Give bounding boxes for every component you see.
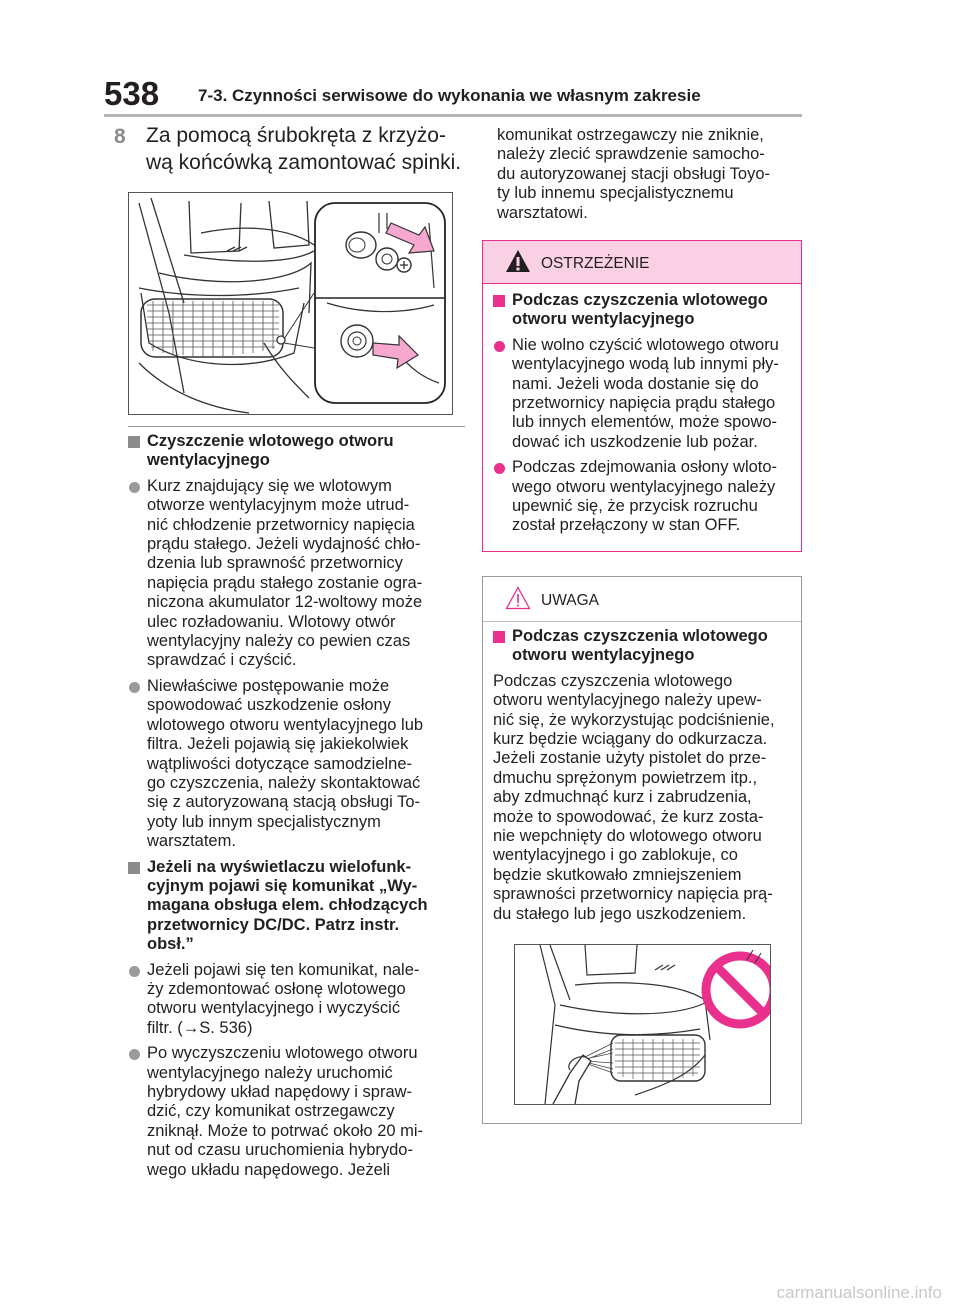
bullet-improper-handling — [128, 677, 468, 852]
page-reference[interactable]: filtr. (→S. 536) — [147, 1018, 253, 1037]
heading-line: Czyszczenie wlotowego otworu — [147, 432, 394, 450]
text-line: sprawności przetwornicy napięcia prą- — [493, 885, 773, 904]
caution-header — [483, 577, 801, 622]
warning-heading — [493, 291, 793, 330]
caution-heading — [493, 627, 793, 666]
text-line: otworu wentylacyjnego należy upew- — [493, 691, 762, 710]
heading-line: Podczas czyszczenia wlotowego — [512, 291, 768, 309]
text-line: wentylacyjnego i go zablokuje, co — [493, 846, 738, 865]
step-text — [146, 122, 469, 176]
heading-line: magana obsługa elem. chłodzących — [147, 896, 428, 915]
caution-paragraph — [493, 672, 793, 924]
text-line: się z autoryzowaną stacją obsługi To- — [147, 793, 421, 812]
text-line: Jeżeli zostanie użyty pistolet do prze- — [493, 749, 767, 768]
circle-bullet-icon — [129, 1049, 140, 1060]
text-line: wątpliwości dotyczące samodzielne- — [147, 754, 413, 773]
text-line: Po wyczyszczeniu wlotowego otworu — [147, 1044, 418, 1063]
section-rule — [128, 426, 465, 427]
warning-bullet-power-off — [493, 458, 793, 536]
vent-blowing-drawing — [515, 945, 770, 1104]
text-line: nić się, że wykorzystując podciśnienie, — [493, 710, 775, 729]
text-line: sprawdzać i czyścić. — [147, 651, 297, 670]
text-line: ulec rozładowaniu. Wlotowy otwór — [147, 612, 396, 631]
text-line: otworze wentylacyjnym może utrud- — [147, 496, 410, 515]
heading-line: wentylacyjnego — [147, 451, 270, 470]
bullet-after-cleaning — [128, 1044, 468, 1180]
circle-bullet-icon — [129, 682, 140, 693]
no-compressed-air-illustration — [514, 944, 771, 1105]
text-line: Podczas czyszczenia wlotowego — [493, 671, 733, 690]
text-line: Podczas zdejmowania osłony wloto- — [512, 458, 778, 477]
text-line: ty lub innemu specjalistycznemu — [497, 184, 734, 203]
text-line: warsztatowi. — [497, 203, 588, 222]
section-title: 7-3. Czynności serwisowe do wykonania we własnym zakresie — [198, 86, 701, 105]
text-line: dować ich uszkodzenie lub pożar. — [512, 432, 758, 451]
text-line: wego układu napędowego. Jeżeli — [147, 1160, 391, 1179]
text-line: został przełączony w stan OFF. — [512, 516, 741, 535]
text-line: napięcia prądu stałego zostanie ogra- — [147, 573, 423, 592]
heading-cleaning-vent — [128, 432, 468, 471]
text-line: przetwornicy napięcia prądu stałego — [512, 394, 776, 413]
heading-line: obsł.” — [147, 935, 194, 954]
text-line: upewnić się, że przycisk rozruchu — [512, 497, 758, 516]
text-line: yoty lub innym specjalistycznym — [147, 812, 381, 831]
text-line: warsztatem. — [147, 832, 236, 851]
bullet-remove-cover — [128, 961, 468, 1039]
text-line: ży zdemontować osłonę wlotowego — [147, 979, 406, 998]
text-line: aby zdmuchnąć kurz i zabrudzenia, — [493, 788, 752, 807]
text-line: dzenia lub sprawność przetwornicy — [147, 554, 403, 573]
heading-line: przetwornicy DC/DC. Patrz instr. — [147, 915, 400, 934]
step-line: wą końcówką zamontować spinki. — [146, 151, 462, 174]
square-bullet-icon — [128, 862, 140, 874]
caution-box — [482, 576, 802, 1124]
text-line: należy zlecić sprawdzenie samocho- — [497, 145, 765, 164]
continuation-text — [497, 126, 802, 223]
warning-bullet-water — [493, 336, 793, 452]
text-line: du autoryzowanej stacji obsługi Toyo- — [497, 164, 771, 183]
text-line: otworu wentylacyjnego i wyczyścić — [147, 999, 401, 1018]
text-line: filtra. Jeżeli pojawią się jakiekolwiek — [147, 735, 409, 754]
heading-line: otworu wentylacyjnego — [512, 646, 695, 665]
text-line: lub innych elementów, może spowo- — [512, 413, 778, 432]
heading-line: Jeżeli na wyświetlaczu wielofunk- — [147, 857, 412, 876]
text-line: wentylacyjny należy co pewien czas — [147, 632, 411, 651]
text-line: Jeżeli pojawi się ten komunikat, nale- — [147, 960, 420, 979]
text-line: Nie wolno czyścić wlotowego otworu — [512, 335, 779, 354]
text-line: dzić, czy komunikat ostrzegawczy — [147, 1102, 395, 1121]
heading-line: otworu wentylacyjnego — [512, 310, 695, 329]
square-bullet-icon — [493, 295, 505, 307]
text-line: nami. Jeżeli woda dostanie się do — [512, 374, 759, 393]
page-number: 538 — [104, 75, 160, 112]
heading-line: cyjnym pojawi się komunikat „Wy- — [147, 876, 418, 895]
text-line: może to spowodować, że kurz zosta- — [493, 807, 764, 826]
header-rule — [104, 114, 802, 117]
caution-body — [493, 627, 793, 924]
warning-body — [493, 291, 793, 542]
heading-line: Podczas czyszczenia wlotowego — [512, 627, 768, 645]
caution-triangle-icon — [505, 586, 531, 610]
text-line: du stałego lub jego uszkodzeniem. — [493, 904, 747, 923]
warning-box — [482, 240, 802, 552]
text-line: wlotowego otworu wentylacyjnego lub — [147, 715, 424, 734]
square-bullet-icon — [493, 631, 505, 643]
text-line: wentylacyjnego wodą lub innymi pły- — [512, 355, 779, 374]
watermark: carmanualsonline.info — [776, 1283, 942, 1302]
text-line: Kurz znajdujący się we wlotowym — [147, 476, 392, 495]
heading-display-message — [128, 858, 468, 955]
warning-header — [483, 241, 801, 284]
step-line: Za pomocą śrubokręta z krzyżo- — [146, 124, 446, 147]
text-line: komunikat ostrzegawczy nie zniknie, — [497, 126, 764, 144]
text-line: hybrydowy układ napędowy i spraw- — [147, 1083, 413, 1101]
clip-install-illustration — [128, 192, 453, 415]
text-line: będzie skutkowało zmniejszeniem — [493, 865, 742, 884]
step-8 — [114, 122, 469, 176]
text-line: nie wepchnięty do wlotowego otworu — [493, 827, 762, 846]
text-line: kurz będzie wciągany do odkurzacza. — [493, 730, 768, 749]
text-line: prądu stałego. Jeżeli wydajność chło- — [147, 535, 421, 554]
warning-title: OSTRZEŻENIE — [541, 255, 650, 272]
circle-bullet-icon — [494, 341, 505, 352]
circle-bullet-icon — [129, 482, 140, 493]
text-line: go czyszczenia, należy skontaktować — [147, 773, 421, 792]
text-line: wentylacyjnego należy uruchomić — [147, 1063, 393, 1082]
circle-bullet-icon — [494, 463, 505, 474]
bullet-dust — [128, 477, 468, 671]
warning-triangle-icon — [505, 249, 531, 273]
text-line: dmuchu sprężonym powietrzem itp., — [493, 768, 758, 787]
circle-bullet-icon — [129, 966, 140, 977]
text-line: nić chłodzenie przetwornicy napięcia — [147, 515, 415, 534]
text-line: zniknął. Może to potrwać około 20 mi- — [147, 1121, 424, 1140]
caution-title: UWAGA — [541, 592, 599, 609]
left-column — [128, 432, 468, 1186]
text-line: wego otworu wentylacyjnego należy — [512, 477, 776, 496]
step-number: 8 — [114, 125, 126, 148]
text-line: nut od czasu uruchomienia hybrydo- — [147, 1141, 413, 1160]
clip-install-drawing — [129, 193, 452, 414]
square-bullet-icon — [128, 436, 140, 448]
text-line: Niewłaściwe postępowanie może — [147, 676, 390, 695]
text-line: niczona akumulator 12-woltowy może — [147, 593, 423, 612]
text-line: spowodować uszkodzenie osłony — [147, 696, 391, 715]
